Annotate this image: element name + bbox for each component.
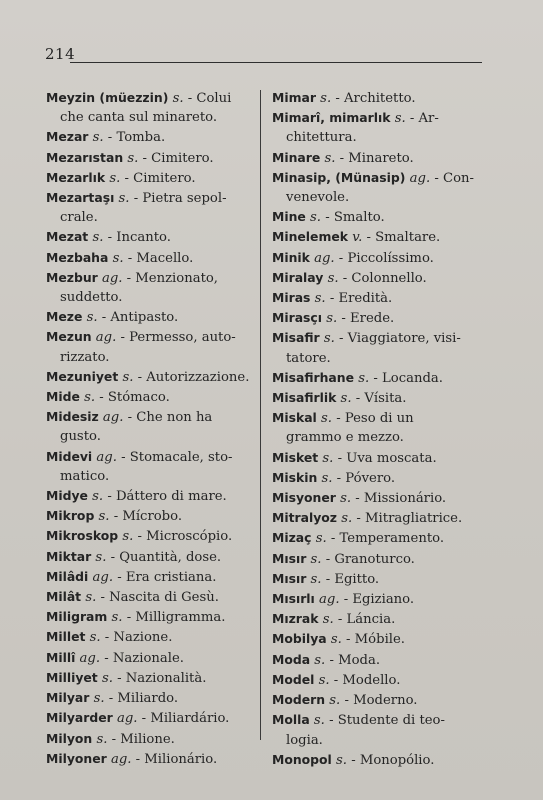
dictionary-entry xyxy=(272,268,484,288)
dictionary-entry xyxy=(272,308,484,328)
dictionary-entry xyxy=(272,227,484,247)
dictionary-entry xyxy=(46,88,254,127)
entry-definition: - Era cristiana. xyxy=(117,569,217,585)
entry-part-of-speech: s. xyxy=(93,691,105,707)
entry-definition: - Tomba. xyxy=(107,130,166,146)
entry-definition: - Erede. xyxy=(341,311,395,327)
entry-headword: Mezarıstan xyxy=(46,149,124,165)
dictionary-entry xyxy=(46,648,254,668)
entry-part-of-speech: s. xyxy=(322,450,334,466)
entry-headword: Mirasçı xyxy=(272,310,323,326)
dictionary-entry xyxy=(46,327,254,366)
dictionary-entry xyxy=(46,168,254,188)
entry-part-of-speech: s. xyxy=(327,270,339,286)
entry-definition: - Dáttero di mare. xyxy=(107,489,227,505)
entry-headword: Miktar xyxy=(46,548,92,564)
entry-part-of-speech: s. xyxy=(315,531,327,547)
entry-definition: - Microscópio. xyxy=(137,529,233,545)
dictionary-entry xyxy=(272,388,484,408)
entry-part-of-speech: s. xyxy=(86,310,98,326)
entry-headword: Miligram xyxy=(46,609,108,625)
entry-part-of-speech: s. xyxy=(89,630,101,646)
dictionary-entry xyxy=(46,567,254,587)
entry-part-of-speech: s. xyxy=(341,511,353,527)
entry-definition: - Quantità, dose. xyxy=(110,549,222,565)
entry-part-of-speech: s. xyxy=(330,632,342,648)
dictionary-entry xyxy=(46,307,254,327)
entry-part-of-speech: s. xyxy=(329,693,341,709)
entry-definition: - Uva moscata. xyxy=(337,450,437,466)
entry-definition: - Nascita di Gesù. xyxy=(100,590,219,606)
entry-definition: - Colui xyxy=(187,91,232,106)
entry-definition-continuation: tatore. xyxy=(286,350,331,366)
entry-definition: - Moderno. xyxy=(344,693,418,709)
entry-headword: Miralay xyxy=(272,269,324,285)
dictionary-entry xyxy=(46,547,254,567)
entry-headword: Moda xyxy=(272,651,311,667)
entry-part-of-speech: s. xyxy=(111,610,123,626)
entry-part-of-speech: s. xyxy=(323,331,335,347)
entry-part-of-speech: ag. xyxy=(96,449,117,465)
entry-definition: - Póvero. xyxy=(336,470,396,486)
entry-definition: - Monopólio. xyxy=(351,752,435,768)
entry-part-of-speech: s. xyxy=(92,130,104,146)
entry-part-of-speech: s. xyxy=(324,150,336,166)
left-column xyxy=(46,88,254,769)
entry-headword: Misyoner xyxy=(272,490,336,506)
entry-part-of-speech: s. xyxy=(314,652,326,668)
dictionary-entry xyxy=(272,629,484,649)
dictionary-entry xyxy=(272,108,484,147)
dictionary-entry xyxy=(46,127,254,147)
entry-part-of-speech: s. xyxy=(112,250,124,266)
entry-definition-continuation: grammo e mezzo. xyxy=(286,430,404,446)
entry-definition: - Milione. xyxy=(111,731,175,747)
dictionary-entry xyxy=(272,609,484,629)
entry-part-of-speech: s. xyxy=(394,111,406,127)
entry-definition: - Incanto. xyxy=(107,230,171,246)
entry-definition: - Nazionale. xyxy=(104,650,184,666)
entry-part-of-speech: s. xyxy=(321,470,333,486)
entry-definition: - Cimitero. xyxy=(124,170,196,186)
entry-definition: - Locanda. xyxy=(373,370,443,386)
entry-headword: Mezartaşı xyxy=(46,190,115,206)
dictionary-entry xyxy=(46,188,254,227)
entry-part-of-speech: s. xyxy=(320,91,332,106)
entry-part-of-speech: s. xyxy=(322,612,334,628)
entry-definition: - Missionário. xyxy=(355,491,447,507)
column-divider xyxy=(260,90,261,740)
dictionary-entry xyxy=(272,670,484,690)
entry-part-of-speech: ag. xyxy=(314,250,335,266)
entry-headword: Model xyxy=(272,671,315,687)
entry-part-of-speech: s. xyxy=(122,529,134,545)
entry-definition: - Macello. xyxy=(127,250,194,266)
entry-definition: - Láncia. xyxy=(337,612,396,628)
dictionary-entry xyxy=(272,569,484,589)
dictionary-entry xyxy=(272,488,484,508)
entry-definition: - Con- xyxy=(434,170,474,186)
entry-part-of-speech: s. xyxy=(318,672,330,688)
entry-headword: Mısırlı xyxy=(272,591,315,607)
entry-definition-continuation: crale. xyxy=(60,210,98,226)
dictionary-entry xyxy=(46,708,254,728)
entry-definition: - Milionário. xyxy=(135,751,218,767)
entry-headword: Milyar xyxy=(46,690,90,706)
dictionary-entry xyxy=(46,387,254,407)
entry-definition-continuation: che canta sul minareto. xyxy=(60,110,218,126)
entry-headword: Meyzin (müezzin) xyxy=(46,90,169,105)
entry-part-of-speech: s. xyxy=(310,210,321,226)
dictionary-entry xyxy=(46,486,254,506)
dictionary-entry xyxy=(46,729,254,749)
entry-definition: - Menzionato, xyxy=(126,270,218,286)
right-column xyxy=(272,88,484,770)
entry-definition: - Permesso, auto- xyxy=(120,330,236,346)
entry-part-of-speech: s. xyxy=(313,713,325,729)
entry-definition-continuation: suddetto. xyxy=(60,290,123,306)
entry-part-of-speech: s. xyxy=(95,549,107,565)
entry-headword: Mizaç xyxy=(272,530,312,546)
entry-definition: - Pietra sepol- xyxy=(133,191,227,207)
entry-headword: Milyon xyxy=(46,730,93,746)
entry-headword: Misafir xyxy=(272,330,320,346)
dictionary-entry xyxy=(272,468,484,488)
entry-headword: Milâdi xyxy=(46,568,89,584)
dictionary-entry xyxy=(272,368,484,388)
entry-headword: Mimarî, mimarlık xyxy=(272,110,391,126)
entry-definition: - Colonnello. xyxy=(342,270,427,286)
entry-headword: Minare xyxy=(272,149,321,165)
entry-definition: - Moda. xyxy=(329,652,381,668)
entry-headword: Misafirhane xyxy=(272,369,355,385)
dictionary-entry xyxy=(272,168,484,207)
entry-definition: - Autorizzazione. xyxy=(137,369,250,385)
entry-definition: - Milligramma. xyxy=(126,610,226,626)
dictionary-entry xyxy=(46,367,254,387)
entry-definition: - Egiziano. xyxy=(343,592,415,608)
entry-definition: - Nazione. xyxy=(104,630,173,646)
entry-part-of-speech: s. xyxy=(109,170,121,186)
entry-definition: - Miliardo. xyxy=(108,691,179,707)
dictionary-entry xyxy=(272,589,484,609)
entry-headword: Mezar xyxy=(46,129,89,145)
entry-part-of-speech: s. xyxy=(340,391,352,407)
entry-definition: - Miliardário. xyxy=(141,711,230,727)
dictionary-entry xyxy=(46,248,254,268)
dictionary-entry xyxy=(46,268,254,307)
entry-headword: Mezun xyxy=(46,329,92,345)
dictionary-entry xyxy=(272,508,484,528)
dictionary-entry xyxy=(272,207,484,227)
entry-definition: - Piccolíssimo. xyxy=(338,250,434,266)
entry-headword: Mikroskop xyxy=(46,528,119,544)
entry-definition: - Móbile. xyxy=(346,632,405,648)
entry-part-of-speech: s. xyxy=(92,230,104,246)
entry-part-of-speech: ag. xyxy=(116,711,138,727)
entry-headword: Mimar xyxy=(272,90,316,105)
dictionary-entry xyxy=(272,750,484,770)
entry-headword: Molla xyxy=(272,712,310,728)
dictionary-entry xyxy=(46,526,254,546)
dictionary-entry xyxy=(46,627,254,647)
entry-definition: - Temperamento. xyxy=(330,531,445,547)
entry-definition-continuation: logia. xyxy=(286,732,323,748)
entry-definition: - Studente di teo- xyxy=(329,713,445,729)
entry-definition: - Cimitero. xyxy=(142,150,214,166)
entry-definition-continuation: venevole. xyxy=(286,190,350,206)
entry-headword: Mezat xyxy=(46,229,89,245)
entry-part-of-speech: ag. xyxy=(101,270,123,286)
entry-headword: Mezarlık xyxy=(46,169,106,185)
entry-headword: Millet xyxy=(46,629,86,645)
dictionary-entry xyxy=(46,668,254,688)
entry-definition: - Viaggiatore, visi- xyxy=(338,331,461,347)
entry-part-of-speech: ag. xyxy=(95,330,117,346)
entry-definition: - Architetto. xyxy=(335,91,416,106)
entry-part-of-speech: s. xyxy=(321,411,332,427)
header-rule xyxy=(70,62,482,63)
entry-part-of-speech: v. xyxy=(352,230,363,246)
entry-headword: Midesiz xyxy=(46,409,99,425)
entry-part-of-speech: ag. xyxy=(110,751,132,767)
entry-headword: Mikrop xyxy=(46,508,95,524)
entry-headword: Mezbaha xyxy=(46,249,109,265)
entry-definition: - Mícrobo. xyxy=(113,509,183,525)
entry-headword: Mobilya xyxy=(272,631,327,647)
entry-definition: - Antipasto. xyxy=(101,310,179,326)
dictionary-entry xyxy=(272,448,484,468)
entry-headword: Mezbur xyxy=(46,269,98,285)
dictionary-entry xyxy=(272,528,484,548)
entry-definition: - Vísita. xyxy=(355,391,407,407)
entry-part-of-speech: ag. xyxy=(409,170,431,186)
dictionary-entry xyxy=(46,749,254,769)
entry-definition: - Minareto. xyxy=(339,150,414,166)
entry-part-of-speech: s. xyxy=(310,551,322,567)
entry-definition: - Nazionalità. xyxy=(117,670,207,686)
entry-definition: - Smalto. xyxy=(325,210,385,226)
entry-part-of-speech: s. xyxy=(127,150,139,166)
entry-part-of-speech: s. xyxy=(98,509,110,525)
entry-definition: - Granoturco. xyxy=(325,551,415,567)
entry-part-of-speech: s. xyxy=(92,489,104,505)
entry-definition: - Stomacale, sto- xyxy=(121,449,233,465)
entry-headword: Mısır xyxy=(272,570,307,586)
entry-headword: Milât xyxy=(46,589,82,605)
dictionary-entry xyxy=(272,408,484,447)
entry-part-of-speech: s. xyxy=(314,291,326,307)
entry-headword: Mitralyoz xyxy=(272,510,338,526)
entry-definition: - Smaltare. xyxy=(366,230,441,246)
entry-headword: Miskal xyxy=(272,410,317,426)
dictionary-entry xyxy=(272,690,484,710)
entry-definition-continuation: gusto. xyxy=(60,429,101,445)
entry-definition: - Modello. xyxy=(333,672,401,688)
entry-headword: Monopol xyxy=(272,751,332,767)
entry-definition-continuation: chitettura. xyxy=(286,130,357,146)
entry-headword: Milyoner xyxy=(46,750,107,766)
dictionary-entry xyxy=(272,288,484,308)
dictionary-entry xyxy=(272,248,484,268)
entry-definition-continuation: matico. xyxy=(60,468,110,484)
dictionary-entry xyxy=(272,710,484,749)
entry-part-of-speech: ag. xyxy=(319,592,340,608)
entry-headword: Mısır xyxy=(272,550,307,566)
entry-headword: Midevi xyxy=(46,448,93,464)
dictionary-entry xyxy=(272,328,484,367)
entry-part-of-speech: s. xyxy=(326,311,338,327)
dictionary-entry xyxy=(272,549,484,569)
entry-part-of-speech: ag. xyxy=(79,650,101,666)
entry-part-of-speech: s. xyxy=(310,571,322,587)
dictionary-entry xyxy=(46,607,254,627)
entry-headword: Minelemek xyxy=(272,229,349,245)
entry-part-of-speech: s. xyxy=(172,91,184,106)
dictionary-entry xyxy=(272,148,484,168)
dictionary-entry xyxy=(46,148,254,168)
entry-part-of-speech: s. xyxy=(118,191,130,207)
entry-definition: - Egitto. xyxy=(325,571,380,587)
entry-headword: Mine xyxy=(272,209,306,225)
entry-part-of-speech: s. xyxy=(85,590,97,606)
entry-headword: Midye xyxy=(46,488,88,504)
dictionary-entry xyxy=(46,227,254,247)
dictionary-entry xyxy=(272,88,484,108)
entry-definition: - Stómaco. xyxy=(99,390,170,406)
entry-definition: - Che non ha xyxy=(127,410,213,426)
dictionary-entry xyxy=(46,587,254,607)
dictionary-entry xyxy=(46,506,254,526)
entry-headword: Misafirlik xyxy=(272,390,337,406)
entry-part-of-speech: s. xyxy=(122,369,134,385)
entry-headword: Mızrak xyxy=(272,611,319,627)
entry-headword: Minasip, (Münasip) xyxy=(272,169,406,185)
entry-headword: Mezuniyet xyxy=(46,368,119,384)
entry-definition: - Ar- xyxy=(409,111,439,127)
entry-headword: Milliyet xyxy=(46,669,98,685)
entry-part-of-speech: ag. xyxy=(92,569,114,585)
entry-definition-continuation: rizzato. xyxy=(60,349,110,365)
entry-headword: Meze xyxy=(46,309,83,325)
entry-headword: Modern xyxy=(272,692,326,708)
entry-headword: Minik xyxy=(272,249,310,265)
entry-part-of-speech: ag. xyxy=(102,410,124,426)
entry-part-of-speech: s. xyxy=(336,752,347,768)
entry-part-of-speech: s. xyxy=(96,731,108,747)
entry-headword: Mide xyxy=(46,389,80,405)
entry-part-of-speech: s. xyxy=(340,491,352,507)
dictionary-entry xyxy=(46,407,254,446)
dictionary-entry xyxy=(46,447,254,486)
entry-headword: Millî xyxy=(46,649,76,665)
dictionary-entry xyxy=(272,650,484,670)
entry-headword: Miskin xyxy=(272,469,318,485)
entry-definition: - Eredità. xyxy=(329,291,393,307)
entry-part-of-speech: s. xyxy=(84,390,96,406)
dictionary-entry xyxy=(46,688,254,708)
entry-headword: Milyarder xyxy=(46,710,113,726)
entry-headword: Miras xyxy=(272,290,311,306)
page-number: 214 xyxy=(45,45,76,63)
entry-part-of-speech: s. xyxy=(101,670,113,686)
entry-headword: Misket xyxy=(272,449,319,465)
entry-definition: - Peso di un xyxy=(336,411,414,427)
entry-part-of-speech: s. xyxy=(358,370,370,386)
entry-definition: - Mitragliatrice. xyxy=(356,511,463,527)
